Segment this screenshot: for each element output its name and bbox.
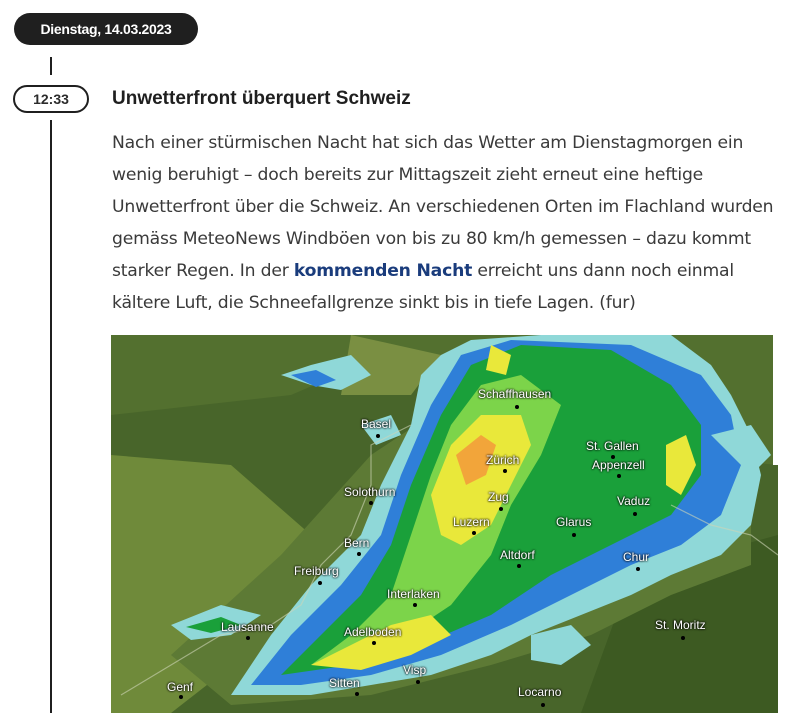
city-label: Locarno xyxy=(518,685,562,699)
date-badge: Dienstag, 14.03.2023 xyxy=(14,13,198,45)
timeline-connector xyxy=(50,57,52,75)
city-marker xyxy=(617,474,621,478)
city-label: Genf xyxy=(167,680,194,694)
city-marker xyxy=(179,695,183,699)
city-label: Interlaken xyxy=(387,587,440,601)
city-label: Zug xyxy=(488,490,509,504)
city-label: Adelboden xyxy=(344,625,402,639)
city-label: Vaduz xyxy=(617,494,651,508)
city-label: Zürich xyxy=(486,453,520,467)
city-label: Altdorf xyxy=(500,548,535,562)
city-label: St. Moritz xyxy=(655,618,706,632)
city-marker xyxy=(372,641,376,645)
entry-time-badge: 12:33 xyxy=(13,85,89,113)
city-marker xyxy=(318,581,322,585)
city-marker xyxy=(503,469,507,473)
entry-text-part-2: erreicht uns dann noch einmal kältere Luft, die Schneefallgrenze sinkt bis in tiefe Lagen. (fur) xyxy=(112,261,734,313)
city-marker xyxy=(517,564,521,568)
entry-text-part-1: Nach einer stürmischen Nacht hat sich das Wetter am Dienstagmorgen ein wenig beruhigt – doch bereits zur Mittagszeit zieht erneut eine heftige Unwetterfront über die Schweiz. An verschiedenen Orten im Flachland wurden gemäss MeteoNews Windböen von bis zu 80 km/h gemessen – dazu kommt starker Regen. In der xyxy=(112,133,774,281)
city-label: St. Gallen xyxy=(586,439,639,453)
city-marker xyxy=(413,603,417,607)
radar-image xyxy=(111,335,778,713)
city-marker xyxy=(416,680,420,684)
city-marker xyxy=(572,533,576,537)
city-marker xyxy=(499,507,503,511)
city-marker xyxy=(636,567,640,571)
city-marker xyxy=(369,501,373,505)
city-label: Bern xyxy=(344,536,370,550)
entry-text xyxy=(112,127,787,319)
city-marker xyxy=(472,531,476,535)
timeline-line xyxy=(50,120,52,713)
entry-title: Unwetterfront überquert Schweiz xyxy=(112,88,411,109)
city-marker xyxy=(681,636,685,640)
city-marker xyxy=(515,405,519,409)
city-marker xyxy=(376,434,380,438)
city-label: Chur xyxy=(623,550,650,564)
city-label: Freiburg xyxy=(294,564,339,578)
city-label: Luzern xyxy=(453,515,490,529)
city-label: Solothurn xyxy=(344,485,396,499)
city-label: Schaffhausen xyxy=(478,387,552,401)
city-marker xyxy=(633,512,637,516)
city-label: Sitten xyxy=(329,676,360,690)
city-label: Appenzell xyxy=(592,458,645,472)
city-label: Basel xyxy=(361,417,392,431)
kommenden-nacht-link[interactable]: kommenden Nacht xyxy=(293,261,473,281)
city-marker xyxy=(357,552,361,556)
city-label: Glarus xyxy=(556,515,592,529)
weather-radar-map xyxy=(111,335,778,713)
city-marker xyxy=(541,703,545,707)
city-label: Visp xyxy=(403,663,427,677)
city-label: Lausanne xyxy=(221,620,274,634)
city-marker xyxy=(355,692,359,696)
city-marker xyxy=(246,636,250,640)
